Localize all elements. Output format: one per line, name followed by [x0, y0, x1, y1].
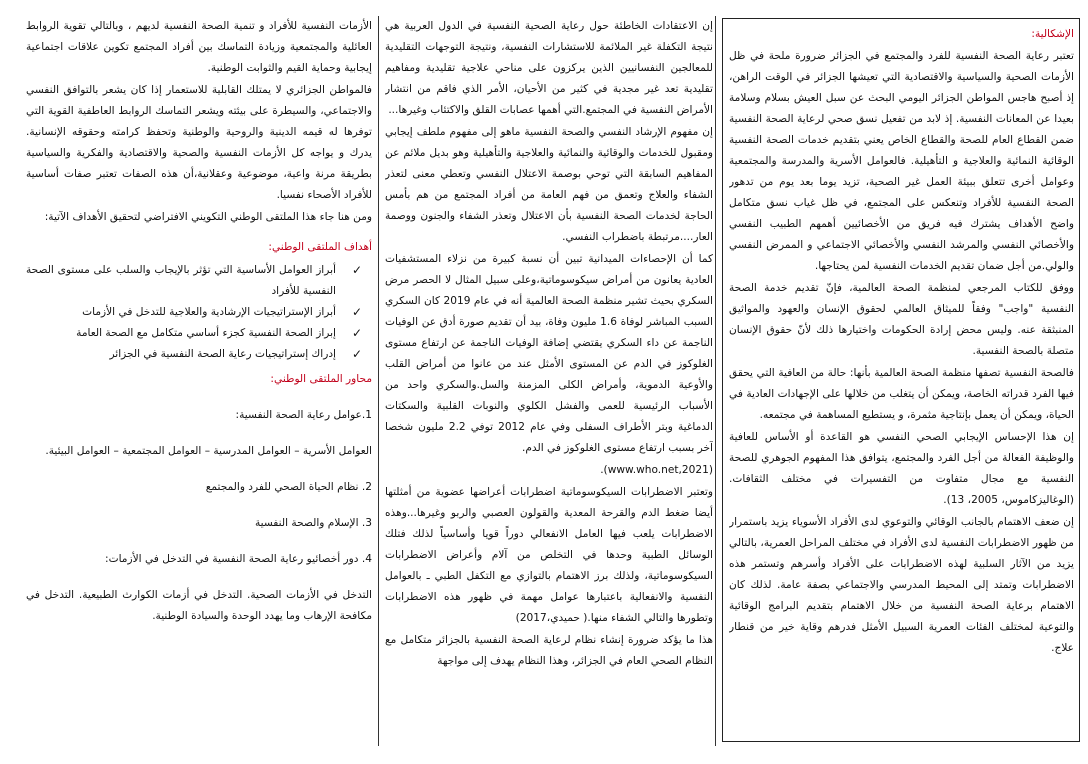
axis-detail: العوامل الأسرية – العوامل المدرسية – العوامل المجتمعية – العوامل البيئية. — [45, 445, 372, 457]
paragraph: وتعتبر الاضطرابات السيكوسوماتية اضطرابات أعراضها عضوية من أمثلتها أيضا ضغط الدم والقرحة المعدية والقولون العصبي والربو وغيرها...وهذه الاضطرابات يلعب فيها العامل الانفعالي دوراً قويا وأساسياً لذلك فتلك الوسائل الطبية وحدها في التخلص من آلام وأعراض الاضطرابات السيكوسوماتية، ولذلك برز الاهتمام بالتوازي مع التكفل الطبي ـ بالعوامل النفسية والانفعالية باعتبارها عوامل مهمة في ظهور هذه الاضطرابات وتطورها والتالي الشفاء منها.( حميدي،2017) — [385, 486, 713, 624]
paragraph: إن هذا الإحساس الإيجابي الصحي النفسي هو القاعدة أو الأساس للعافية والوظيفة الفعالة من أجل الفرد والمجتمع، يتوافق هذا المفهوم الجوهري للصحة النفسية مع مجال متفاوت من التفسيرات في مختلف الثقافات. (الوغاليزكاموس، 2005، 13). — [729, 431, 1074, 506]
paragraph: إن مفهوم الإرشاد النفسي والصحة النفسية ماهو إلى مفهوم ملطف إيجابي ومقبول للخدمات والوقائية والنمائية والعلاجية والتأهيلية وهو بديل ملائم عن المفاهيم السابقة التي توحي بوصمة الاعتلال النفسي وتعطي معنى لتعذر الشفاء والعلاج وتعمق من فهم العامة من أفراد المجتمع من هم بأمس الحاجة لخدمات الصحة النفسية بأن الاعتلال وتعذر الشفاء والجنون ووصمة العار....مرتبطة باضطراب النفسي. — [385, 126, 713, 243]
axis-detail: التدخل في الأزمات الصحية. التدخل في أزمات الكوارث الطبيعية. التدخل في مكافحة الإرهاب وما يهدد الوحدة والسيادة الوطنية. — [26, 589, 372, 622]
goal-item: ✓ أبراز الإستراتيجيات الإرشادية والعلاجية للتدخل في الأزمات — [26, 302, 372, 323]
paragraph: تعتبر رعاية الصحة النفسية للفرد والمجتمع في الجزائر ضرورة ملحة في ظل الأزمات الصحية والسياسية والاقتصادية التي تعيشها الجزائر في الوقت الراهن، إذ أصبح هاجس المواطن الجزائر اليومي البحث عن سبل العيش بسلام وسلامة بعيدا عن المعانات النفسية. إذ لابد من تفعيل نسق صحي لرعاية الصحة النفسية ضمن القطاع العام للصحة والقطاع الخاص يعني بتقديم خدمات الصحة النفسية الوقائية النمائية والعلاجية و التأهيلية. فالعوامل الأسرية والمدرسة والمجتمعية وعوامل أخرى تتعلق ببيئة العمل غير الصحية، تزيد يوما بعد يوم من تدهور الصحة النفسية للأفراد وتنعكس على المجتمع، في ظل غياب نسق متكامل واضح الأهداف يشترك فيه فريق من الأخصائيين أهمهم الطبيب النفسي والأخصائي النفسي والمرشد النفسي والأخصائي الاجتماعي و الممرض النفسي والولي.من أجل ضمان تقديم الخدمات النفسية لمن يحتاجها. — [729, 50, 1074, 272]
axes-heading: محاور الملتقى الوطني: — [270, 373, 372, 385]
goal-item: ✓ إدراك إستراتيجيات رعاية الصحة النفسية في الجزائر — [26, 344, 372, 365]
problem-heading: الإشكالية: — [1031, 28, 1074, 40]
paragraph: الأزمات النفسية للأفراد و تنمية الصحة النفسية لديهم ، وبالتالي تقوية الروابط العائلية والمجتمعية وزيادة التماسك بين أفراد المجتمع تكوين علاقات اجتماعية إيجابية وحماية القيم والثوابت الوطنية. — [26, 20, 372, 74]
axis-title: 4. دور أخصائيو رعاية الصحة النفسية في التدخل في الأزمات: — [105, 553, 372, 565]
column-middle — [385, 16, 713, 746]
column-divider-left — [378, 16, 379, 746]
column-left — [26, 16, 372, 746]
paragraph: إن ضعف الاهتمام بالجانب الوقائي والتوعوي لدى الأفراد الأسوياء يزيد باستمرار من ظهور الاضطرابات النفسية لدى الأفراد في مختلف المراحل العمرية، بالتالي يزيد من الآثار السلبية لهذه الاضطرابات على الأفراد وأسرهم وتستمر هذه الاضطرابات وتمتد إلى المحيط المدرسي والاجتماعي بصفة عامة. لذلك كان الاهتمام برعاية الصحة النفسية من خلال الاهتمام بتقديم البرامج الوقائية والتوعية لمختلف الفئات العمرية السبيل الأمثل فدرهم وقاية خير من قنطار علاج. — [729, 516, 1074, 654]
axis-title: 2. نظام الحياة الصحي للفرد والمجتمع — [205, 481, 372, 493]
goals-heading: أهداف الملتقى الوطني: — [268, 241, 372, 253]
goals-list — [26, 260, 372, 365]
paragraph: فالصحة النفسية تصفها منظمة الصحة العالمية بأنها: حالة من العافية التي يحقق فيها الفرد قدراته الخاصة، ويمكن أن يتغلب من خلالها على الإجهادات العادية في الحياة، ويمكن أن يعمل بإنتاجية مثمرة، و يستطيع المساهمة في مجتمعه. — [729, 367, 1074, 421]
citation: (www.who.net,2021). — [600, 464, 713, 476]
check-mark-icon: ✓ — [351, 347, 362, 361]
goal-item: ✓ أبراز العوامل الأساسية التي تؤثر بالإيجاب والسلب على مستوى الصحة النفسية للأفراد — [26, 260, 372, 302]
axis-title: 1.عوامل رعاية الصحة النفسية: — [235, 409, 372, 421]
check-mark-icon: ✓ — [351, 263, 362, 277]
goal-item: ✓ إبراز الصحة النفسية كجزء أساسي متكامل مع الصحة العامة — [26, 323, 372, 344]
check-mark-icon: ✓ — [351, 305, 362, 319]
check-mark-icon: ✓ — [351, 326, 362, 340]
paragraph: إن الاعتقادات الخاطئة حول رعاية الصحية النفسية في الدول العربية هي نتيجة التكفلة غير الملائمة للاستشارات النفسية، ونتيجة التوجهات التقليدية للمعالجين النفسانيين الذين يركزون على مناحي علاجية تقليدية ومفاهيم تقليدية تعد غير مجدية في كثير من الأحيان، الأمر الذي فاقم من انتشار الأمراض النفسية في المجتمع.التي أهمها عصابات القلق والاكتئاب وغيرها... — [385, 20, 713, 116]
paragraph: فالمواطن الجزائري لا يمتلك القابلية للاستعمار إذا كان يشعر بالتوافق النفسي والاجتماعي، والسيطرة على بيئته ويشعر التماسك الروابط العاطفية القوية التي توفرها له قيمه الدينية والروحية والوطنية وتحفظ كرامته وحقوقه الإنسانية. يدرك و يواجه كل الأزمات النفسية والصحية والاقتصادية والفكرية والسياسية بطريقة مرنة واعية، موضوعية وعقلانية،أن هذه الصفات تعتبر صفات أساسية للأفراد الأصحاء نفسيا. — [26, 84, 372, 201]
paragraph: هذا ما يؤكد ضرورة إنشاء نظام لرعاية الصحة النفسية بالجزائر متكامل مع النظام الصحي العام في الجزائر، وهذا النظام يهدف إلى مواجهة — [385, 634, 713, 667]
column-divider-right — [715, 16, 716, 746]
paragraph: كما أن الإحصاءات الميدانية تبين أن نسبة كبيرة من نزلاء المستشفيات العادية يعانون من أمراض سيكوسوماتية،وعلى سبيل المثال لا الحصر مرض السكري بحيث تشير منظمة الصحة العالمية أنه في عام 2019 كان السكري السبب المباشر لوفاة 1.6 مليون وفاة، بيد أن تقديم صورة أدق عن الوفيات الناجمة عن داء السكري يقتضي إضافة الوفيات الناجمة عن ارتفاع مستوى الغلوكوز في الدم عن المستوى الأمثل عند من عانوا من أمراض القلب والأوعية الدموية، وأمراض الكلى المزمنة والسل.والسكري واحد من الأسباب الرئيسية للعمى والفشل الكلوي والنوبات القلبية والسكتات الدماغية وبتر الأطراف السفلى وفي عام 2012 توفي 2.2 مليون شخصا آخر بسبب ارتفاع مستوى الغلوكوز في الدم. — [385, 253, 713, 454]
axis-title: 3. الإسلام والصحة النفسية — [254, 517, 372, 529]
column-right — [729, 22, 1074, 742]
paragraph: ومن هنا جاء هذا الملتقى الوطني التكويني الافتراضي لتحقيق الأهداف الآتية: — [44, 211, 372, 223]
paragraph: ووفق للكتاب المرجعي لمنظمة الصحة العالمية، فإنّ تقديم خدمة الصحة النفسية "واجب" وفقاً للميثاق العالمي لحقوق الإنسان والعهود والمواثيق المنبثقة عنه. وليس محض إرادة الحكومات واختيارها ذلك لأنّ حقوق الإنسان متصلة بالصحة النفسية. — [729, 282, 1074, 357]
